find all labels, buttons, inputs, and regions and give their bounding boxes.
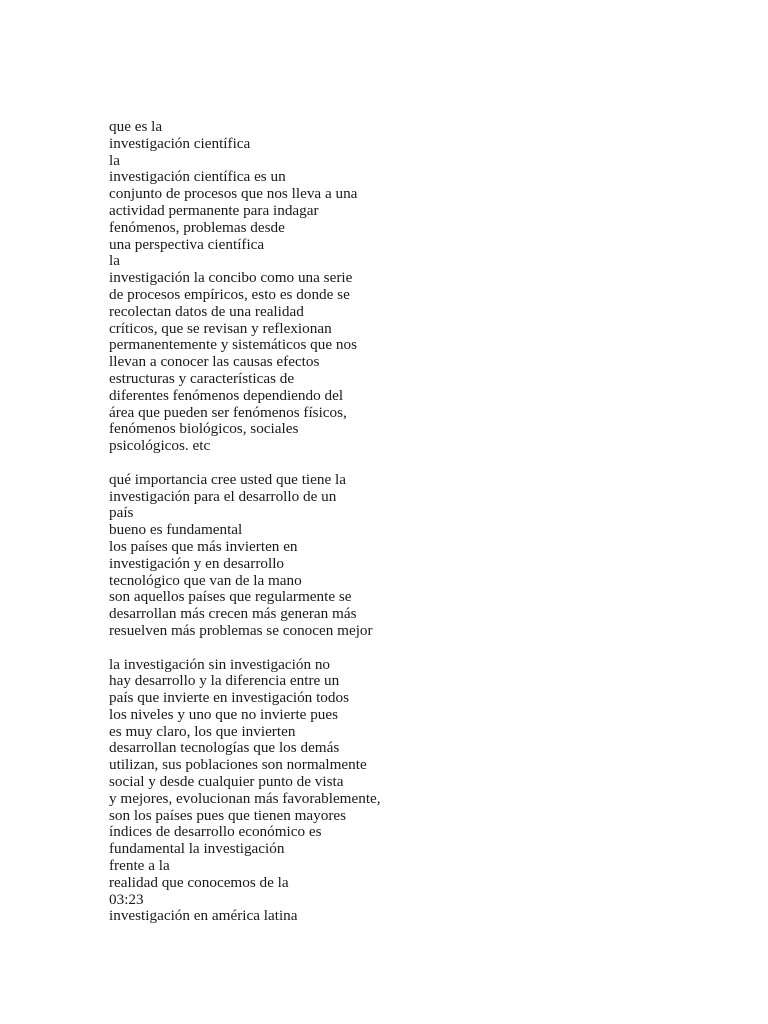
text-line: resuelven más problemas se conocen mejor [109, 621, 373, 639]
text-line: hay desarrollo y la diferencia entre un [109, 672, 340, 690]
text-line: fenómenos, problemas desde [109, 218, 285, 236]
text-line: índices de desarrollo económico es [109, 823, 322, 841]
text-line: realidad que conocemos de la [109, 873, 289, 891]
text-line: críticos, que se revisan y reflexionan [109, 319, 332, 337]
text-line: una perspectiva científica [109, 235, 265, 253]
text-line: investigación en américa latina [109, 907, 298, 925]
text-line: la investigación sin investigación no [109, 655, 331, 673]
text-line: investigación científica es un [109, 168, 286, 186]
text-line: de procesos empíricos, esto es donde se [109, 285, 350, 303]
text-line: son aquellos países que regularmente se [109, 588, 352, 606]
text-line: es muy claro, los que invierten [109, 722, 296, 740]
text-line: conjunto de procesos que nos lleva a una [109, 185, 358, 203]
text-line: país que invierte en investigación todos [109, 689, 349, 707]
text-line: llevan a conocer las causas efectos [109, 353, 320, 371]
text-line: son los países pues que tienen mayores [109, 806, 347, 824]
text-line: los países que más invierten en [109, 537, 298, 555]
text-line: desarrollan tecnologías que los demás [109, 739, 340, 757]
text-line: qué importancia cree usted que tiene la [109, 470, 346, 488]
text-line: país [109, 504, 134, 522]
text-line: investigación para el desarrollo de un [109, 487, 337, 505]
text-line: fundamental la investigación [109, 840, 285, 858]
text-line: frente a la [109, 857, 170, 875]
text-line: que es la [109, 118, 163, 135]
text-line: actividad permanente para indagar [109, 201, 319, 219]
text-line: investigación la concibo como una serie [109, 269, 353, 287]
paragraph-1 [109, 119, 729, 455]
text-line: investigación y en desarrollo [109, 554, 285, 572]
text-line: social y desde cualquier punto de vista [109, 773, 344, 791]
text-line: y mejores, evolucionan más favorablemente, [109, 789, 381, 807]
timestamp: 03:23 [109, 890, 144, 908]
text-line: utilizan, sus poblaciones son normalmente [109, 756, 367, 774]
text-line: área que pueden ser fenómenos físicos, [109, 403, 347, 421]
document-text [109, 119, 729, 942]
text-line: recolectan datos de una realidad [109, 302, 304, 320]
text-line: psicológicos. etc [109, 437, 211, 455]
text-line: tecnológico que van de la mano [109, 571, 302, 589]
text-line: la [109, 252, 120, 270]
text-line: permanentemente y sistemáticos que nos [109, 336, 357, 354]
text-line: la [109, 151, 120, 169]
text-line: bueno es fundamental [109, 521, 243, 539]
text-line: fenómenos biológicos, sociales [109, 420, 299, 438]
text-line: investigación científica [109, 134, 251, 152]
paragraph-3 [109, 657, 729, 926]
text-line: diferentes fenómenos dependiendo del [109, 386, 344, 404]
paragraph-2 [109, 472, 729, 640]
text-line: estructuras y características de [109, 369, 295, 387]
text-line: desarrollan más crecen más generan más [109, 605, 357, 623]
text-line: los niveles y uno que no invierte pues [109, 705, 339, 723]
